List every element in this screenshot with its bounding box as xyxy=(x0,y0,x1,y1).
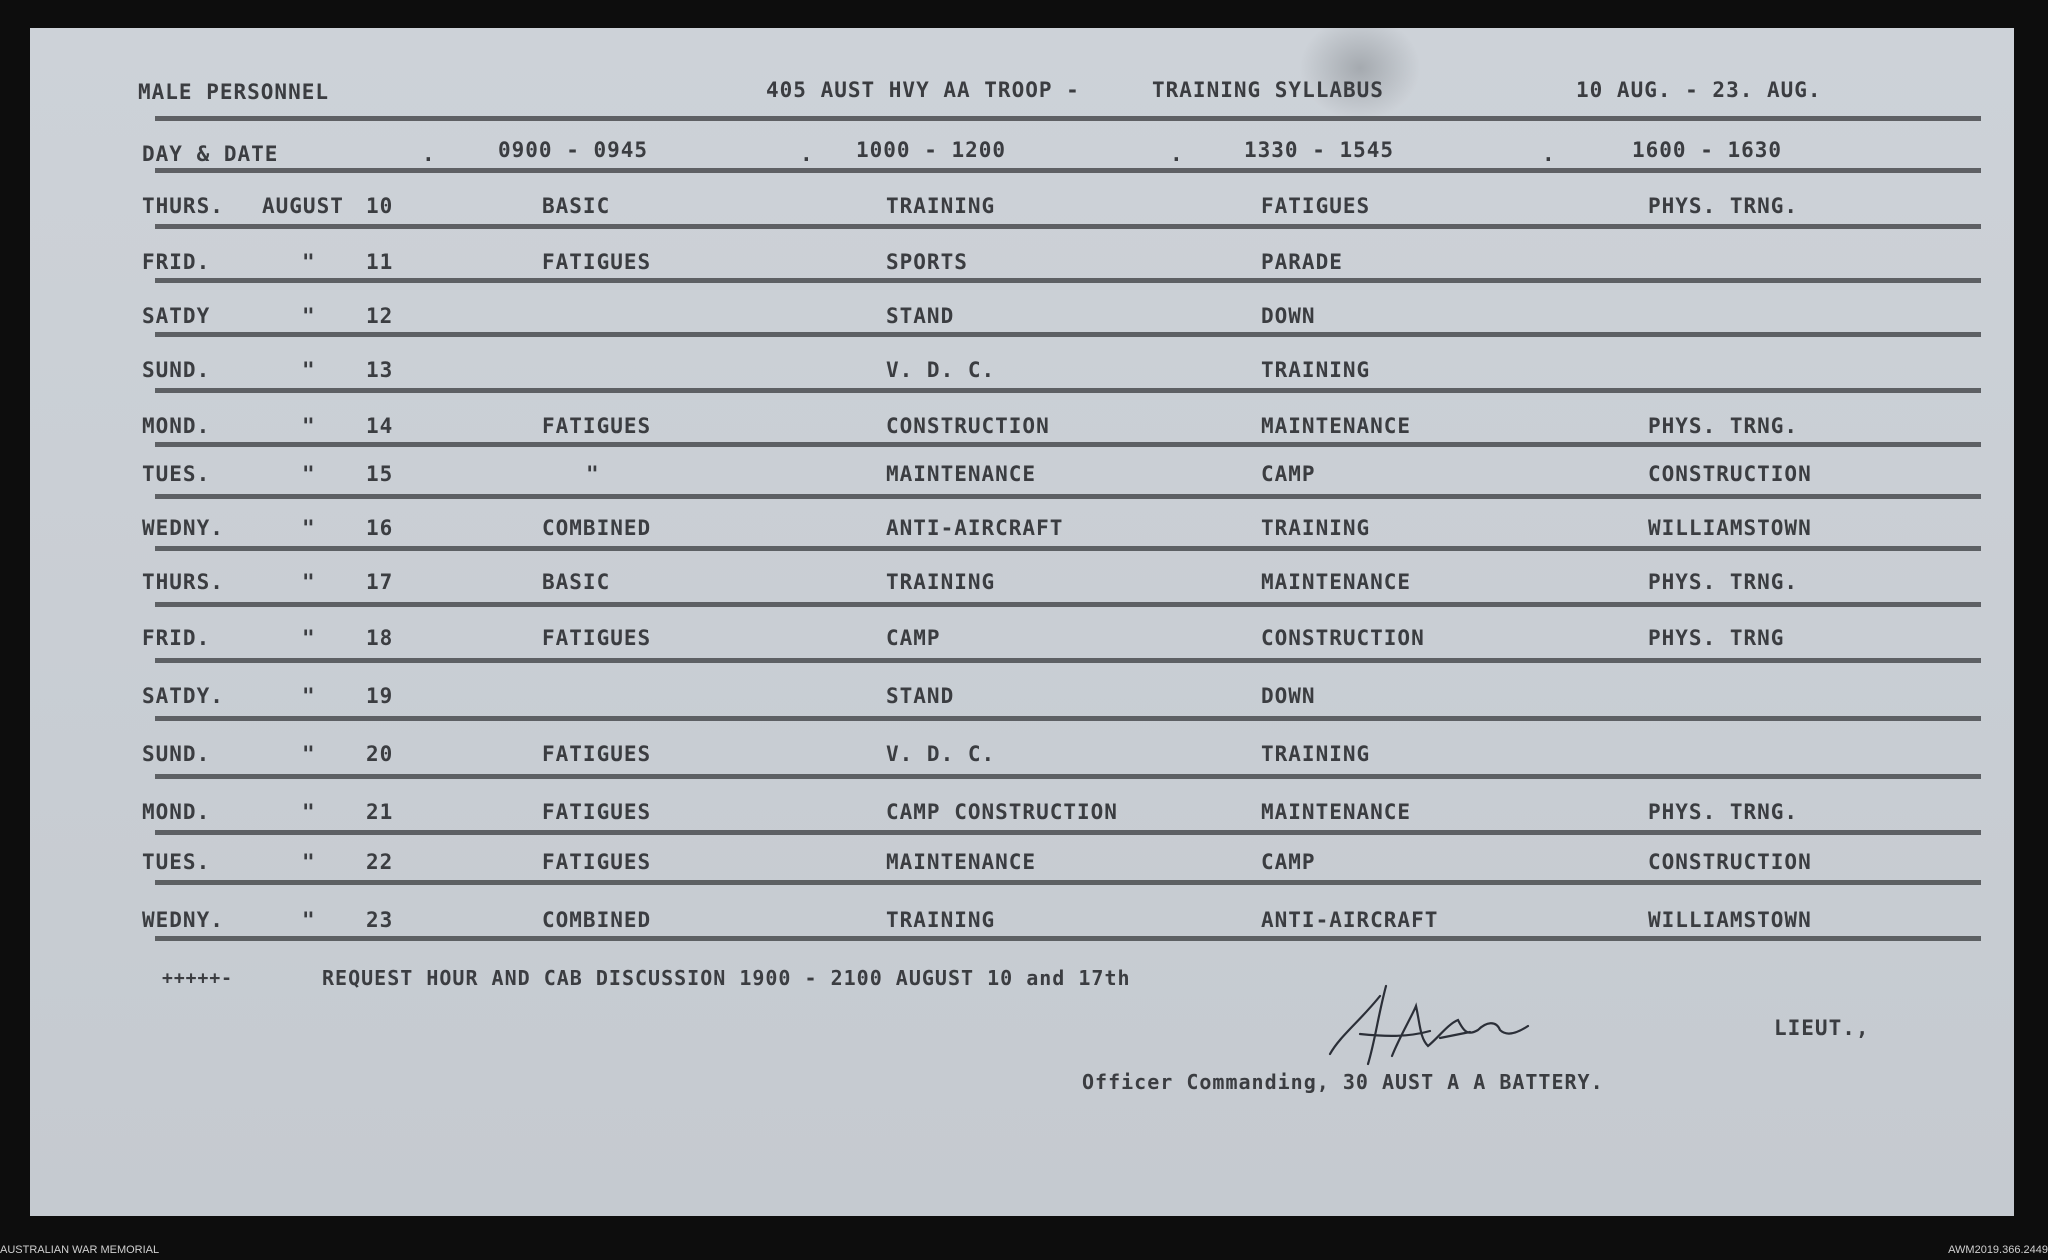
date-range: 10 AUG. - 23. AUG. xyxy=(1576,78,1822,102)
row-slot-1: COMBINED xyxy=(542,516,652,540)
column-separator: . xyxy=(1170,142,1184,166)
row-date: 11 xyxy=(366,250,394,274)
row-slot-1: " xyxy=(586,462,600,486)
row-slot-3: DOWN xyxy=(1261,304,1316,328)
row-slot-2: MAINTENANCE xyxy=(886,462,1037,486)
syllabus-title: TRAINING SYLLABUS xyxy=(1152,78,1384,102)
row-slot-2: STAND xyxy=(886,684,955,708)
row-slot-2: CONSTRUCTION xyxy=(886,414,1050,438)
row-date: 14 xyxy=(366,414,394,438)
row-date: 12 xyxy=(366,304,394,328)
column-separator: . xyxy=(422,142,436,166)
row-slot-2: SPORTS xyxy=(886,250,968,274)
row-day: SATDY. xyxy=(142,684,224,708)
column-separator: . xyxy=(1542,142,1556,166)
table-rule xyxy=(155,546,1981,551)
row-slot-4: WILLIAMSTOWN xyxy=(1648,516,1812,540)
row-slot-4: CONSTRUCTION xyxy=(1648,462,1812,486)
row-date: 23 xyxy=(366,908,394,932)
row-day: MOND. xyxy=(142,414,211,438)
row-date: 10 xyxy=(366,194,394,218)
table-row xyxy=(30,414,2014,454)
row-slot-3: TRAINING xyxy=(1261,358,1371,382)
column-separator: . xyxy=(800,142,814,166)
row-day: THURS. xyxy=(142,570,224,594)
table-row xyxy=(30,250,2014,290)
row-slot-2: CAMP xyxy=(886,626,941,650)
row-slot-3: CONSTRUCTION xyxy=(1261,626,1425,650)
row-slot-1: COMBINED xyxy=(542,908,652,932)
row-ditto: " xyxy=(302,516,316,540)
column-header-time-1: 0900 - 0945 xyxy=(498,138,649,162)
row-date: 16 xyxy=(366,516,394,540)
row-day: WEDNY. xyxy=(142,516,224,540)
row-slot-3: CAMP xyxy=(1261,462,1316,486)
row-slot-4: PHYS. TRNG. xyxy=(1648,194,1799,218)
row-day: SUND. xyxy=(142,742,211,766)
table-rule xyxy=(155,936,1981,941)
table-rule xyxy=(155,602,1981,607)
table-rule xyxy=(155,168,1981,173)
row-slot-3: MAINTENANCE xyxy=(1261,800,1412,824)
officer-rank: LIEUT., xyxy=(1774,1016,1870,1040)
row-day: FRID. xyxy=(142,250,211,274)
row-date: 20 xyxy=(366,742,394,766)
row-ditto: " xyxy=(302,800,316,824)
row-slot-2: V. D. C. xyxy=(886,742,996,766)
row-ditto: " xyxy=(302,570,316,594)
row-slot-3: CAMP xyxy=(1261,850,1316,874)
column-header-time-2: 1000 - 1200 xyxy=(856,138,1007,162)
row-date: 15 xyxy=(366,462,394,486)
row-day: THURS. xyxy=(142,194,224,218)
row-slot-1: FATIGUES xyxy=(542,250,652,274)
row-date: 18 xyxy=(366,626,394,650)
row-ditto: " xyxy=(302,684,316,708)
column-header-day-date: DAY & DATE xyxy=(142,142,279,166)
table-rule xyxy=(155,332,1981,337)
row-slot-1: FATIGUES xyxy=(542,850,652,874)
row-day: SUND. xyxy=(142,358,211,382)
row-ditto: " xyxy=(302,414,316,438)
row-slot-1: BASIC xyxy=(542,570,611,594)
unit-title: 405 AUST HVY AA TROOP - xyxy=(766,78,1080,102)
table-rule xyxy=(155,494,1981,499)
row-ditto: " xyxy=(302,250,316,274)
row-day: FRID. xyxy=(142,626,211,650)
table-rule xyxy=(155,442,1981,447)
row-slot-1: FATIGUES xyxy=(542,742,652,766)
row-ditto: " xyxy=(302,304,316,328)
personnel-label: MALE PERSONNEL xyxy=(138,80,330,104)
row-month: AUGUST xyxy=(262,194,344,218)
row-date: 21 xyxy=(366,800,394,824)
archive-label: AUSTRALIAN WAR MEMORIAL xyxy=(0,1244,160,1256)
row-slot-3: PARADE xyxy=(1261,250,1343,274)
table-rule xyxy=(155,278,1981,283)
row-slot-4: PHYS. TRNG xyxy=(1648,626,1785,650)
row-slot-4: WILLIAMSTOWN xyxy=(1648,908,1812,932)
row-slot-1: FATIGUES xyxy=(542,414,652,438)
row-slot-2: MAINTENANCE xyxy=(886,850,1037,874)
row-ditto: " xyxy=(302,908,316,932)
row-slot-3: ANTI-AIRCRAFT xyxy=(1261,908,1439,932)
row-slot-1: FATIGUES xyxy=(542,626,652,650)
row-slot-3: DOWN xyxy=(1261,684,1316,708)
row-day: TUES. xyxy=(142,462,211,486)
table-rule xyxy=(155,658,1981,663)
row-ditto: " xyxy=(302,462,316,486)
row-slot-2: TRAINING xyxy=(886,570,996,594)
row-slot-3: TRAINING xyxy=(1261,516,1371,540)
row-day: TUES. xyxy=(142,850,211,874)
table-row xyxy=(30,304,2014,344)
note-text: REQUEST HOUR AND CAB DISCUSSION 1900 - 2100 AUGUST 10 and 17th xyxy=(322,966,1131,990)
table-rule xyxy=(155,116,1981,121)
row-date: 19 xyxy=(366,684,394,708)
row-date: 17 xyxy=(366,570,394,594)
table-rule xyxy=(155,830,1981,835)
row-slot-1: BASIC xyxy=(542,194,611,218)
officer-title: Officer Commanding, 30 AUST A A BATTERY. xyxy=(1082,1070,1604,1094)
row-day: SATDY xyxy=(142,304,211,328)
table-rule xyxy=(155,716,1981,721)
row-slot-4: CONSTRUCTION xyxy=(1648,850,1812,874)
row-slot-2: TRAINING xyxy=(886,908,996,932)
row-slot-3: MAINTENANCE xyxy=(1261,414,1412,438)
table-rule xyxy=(155,880,1981,885)
row-ditto: " xyxy=(302,626,316,650)
row-slot-2: CAMP CONSTRUCTION xyxy=(886,800,1118,824)
row-date: 13 xyxy=(366,358,394,382)
table-rule xyxy=(155,224,1981,229)
row-slot-1: FATIGUES xyxy=(542,800,652,824)
table-rule xyxy=(155,774,1981,779)
row-ditto: " xyxy=(302,742,316,766)
row-slot-4: PHYS. TRNG. xyxy=(1648,570,1799,594)
row-slot-2: TRAINING xyxy=(886,194,996,218)
row-slot-3: FATIGUES xyxy=(1261,194,1371,218)
row-ditto: " xyxy=(302,850,316,874)
column-header-time-4: 1600 - 1630 xyxy=(1632,138,1783,162)
row-slot-4: PHYS. TRNG. xyxy=(1648,800,1799,824)
row-day: MOND. xyxy=(142,800,211,824)
row-date: 22 xyxy=(366,850,394,874)
row-day: WEDNY. xyxy=(142,908,224,932)
row-slot-3: MAINTENANCE xyxy=(1261,570,1412,594)
row-slot-2: V. D. C. xyxy=(886,358,996,382)
row-ditto: " xyxy=(302,358,316,382)
document-page xyxy=(30,28,2014,1216)
row-slot-3: TRAINING xyxy=(1261,742,1371,766)
row-slot-2: ANTI-AIRCRAFT xyxy=(886,516,1064,540)
row-slot-2: STAND xyxy=(886,304,955,328)
note-marker: +++++- xyxy=(162,968,234,989)
archive-reference: AWM2019.366.2449 xyxy=(1948,1244,2048,1256)
row-slot-4: PHYS. TRNG. xyxy=(1648,414,1799,438)
column-header-time-3: 1330 - 1545 xyxy=(1244,138,1395,162)
table-row xyxy=(30,908,2014,948)
table-rule xyxy=(155,388,1981,393)
